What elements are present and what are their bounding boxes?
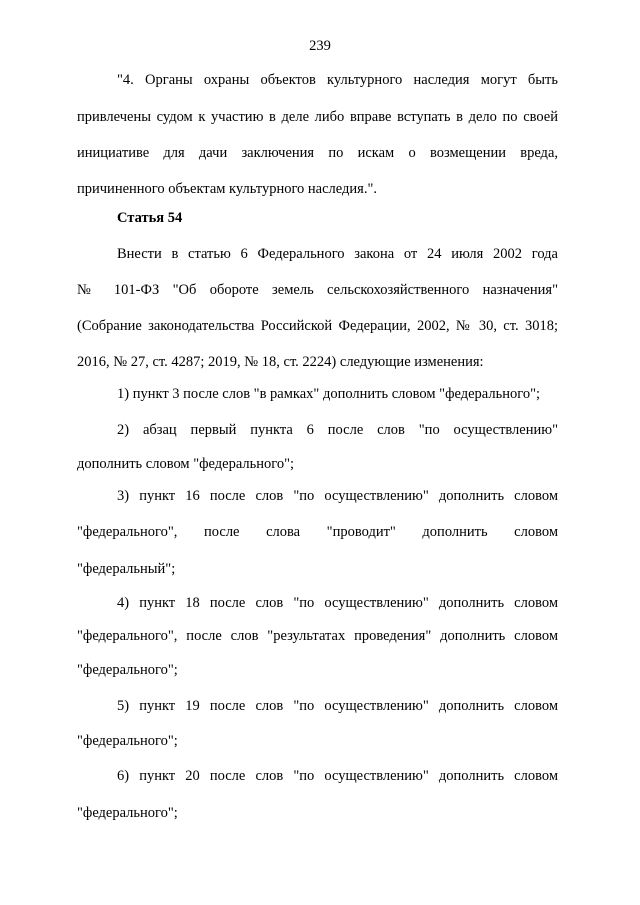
- intro-line: (Собрание законодательства Российской Федерации, 2002, № 30, ст. 3018;: [77, 318, 558, 334]
- list-item-5: 5) пункт 19 после слов "по осуществлению" дополнить словом: [117, 698, 558, 714]
- list-item-3-cont: "федерального", после слова "проводит" дополнить словом: [77, 524, 558, 540]
- list-item-2-cont: дополнить словом "федерального";: [77, 456, 295, 472]
- intro-line: 2016, № 27, ст. 4287; 2019, № 18, ст. 2224) следующие изменения:: [77, 354, 484, 370]
- list-item-5-cont: "федерального";: [77, 733, 178, 749]
- list-item-3: 3) пункт 16 после слов "по осуществлению" дополнить словом: [117, 488, 558, 504]
- list-item-2: 2) абзац первый пункта 6 после слов "по осуществлению": [117, 422, 558, 438]
- list-item-4-cont: "федерального", после слов "результатах проведения" дополнить словом: [77, 628, 558, 644]
- intro-line: Внести в статью 6 Федерального закона от 24 июля 2002 года: [117, 246, 558, 262]
- article-heading: Статья 54: [117, 210, 183, 226]
- paragraph-line: привлечены судом к участию в деле либо вправе вступать в дело по своей: [77, 109, 558, 125]
- list-item-4: 4) пункт 18 после слов "по осуществлению" дополнить словом: [117, 595, 558, 611]
- list-item-4-cont: "федерального";: [77, 662, 178, 678]
- list-item-6: 6) пункт 20 после слов "по осуществлению" дополнить словом: [117, 768, 558, 784]
- paragraph-line: причиненного объектам культурного наследия.".: [77, 181, 378, 197]
- paragraph-line: "4. Органы охраны объектов культурного наследия могут быть: [117, 72, 558, 88]
- list-item-3-cont: "федеральный";: [77, 561, 176, 577]
- list-item-1: 1) пункт 3 после слов "в рамках" дополнить словом "федерального";: [117, 386, 541, 402]
- list-item-6-cont: "федерального";: [77, 805, 178, 821]
- paragraph-line: инициативе для дачи заключения по искам о возмещении вреда,: [77, 145, 558, 161]
- page-number: 239: [309, 38, 331, 54]
- intro-line: № 101-ФЗ "Об обороте земель сельскохозяйственного назначения": [77, 282, 558, 298]
